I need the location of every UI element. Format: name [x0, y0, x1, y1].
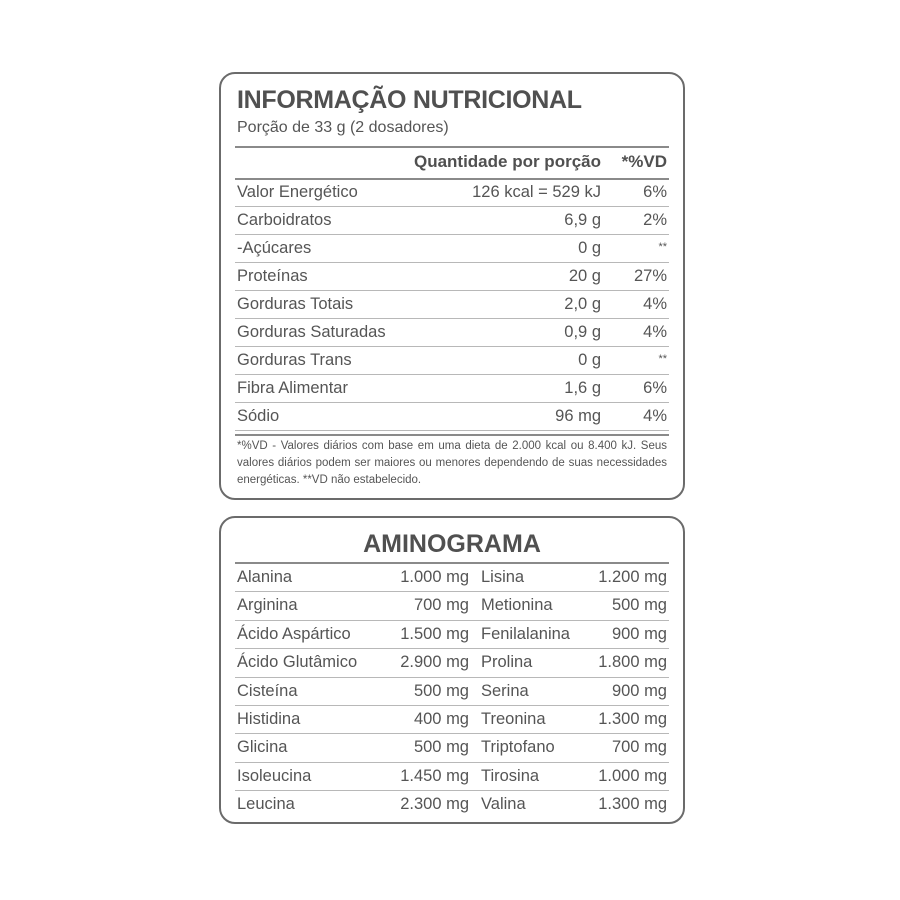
- amino-row: [235, 791, 669, 819]
- nutrient-row: [235, 375, 669, 403]
- amino-row: [235, 649, 669, 677]
- amino-row: [235, 763, 669, 791]
- nutrient-row: [235, 291, 669, 319]
- nutrient-dv: 4%: [643, 295, 667, 313]
- amino-value: 1.800 mg: [598, 653, 667, 672]
- amino-name: Tirosina: [481, 766, 540, 785]
- nutrition-facts-panel: [219, 72, 685, 500]
- nutrient-name: Sódio: [237, 407, 280, 425]
- amino-name: Treonina: [481, 710, 546, 728]
- nutrient-dv: 6%: [643, 379, 667, 397]
- amino-value: 1.000 mg: [598, 766, 667, 785]
- dv-column-header: *%VD: [621, 152, 667, 171]
- amino-row: [235, 734, 669, 762]
- amino-row: [235, 592, 669, 620]
- amino-value: 500 mg: [413, 681, 469, 700]
- amino-row: [235, 621, 669, 649]
- amino-name: Ácido Glutâmico: [237, 653, 358, 672]
- nutrient-quantity: 0,9 g: [564, 323, 601, 341]
- nutrient-quantity: 1,6 g: [564, 379, 601, 397]
- amino-value: 700 mg: [611, 738, 667, 757]
- nutrient-dv: 2%: [643, 211, 667, 229]
- amino-name: Triptofano: [481, 738, 555, 757]
- amino-name: Arginina: [237, 596, 298, 615]
- quantity-column-header: Quantidade por porção: [413, 152, 601, 171]
- nutrient-row: [235, 319, 669, 347]
- amino-row: [235, 678, 669, 706]
- amino-value: 400 mg: [413, 710, 469, 728]
- amino-name: Metionina: [481, 596, 553, 615]
- amino-name: Fenilalanina: [481, 624, 570, 643]
- nutrient-dv: 4%: [643, 323, 667, 341]
- nutrient-quantity: 0 g: [578, 239, 601, 257]
- amino-value: 500 mg: [413, 738, 469, 757]
- nutrient-dv: **: [658, 353, 667, 365]
- amino-value: 900 mg: [611, 681, 667, 700]
- amino-value: 700 mg: [413, 596, 469, 615]
- amino-name: Serina: [481, 681, 529, 700]
- amino-row: [235, 564, 669, 592]
- serving-size: Porção de 33 g (2 dosadores): [237, 119, 449, 136]
- nutrient-quantity: 96 mg: [555, 407, 601, 425]
- nutrient-name: Carboidratos: [237, 211, 332, 229]
- amino-value: 900 mg: [611, 624, 667, 643]
- nutrient-quantity: 2,0 g: [564, 295, 601, 313]
- amino-row: [235, 706, 669, 734]
- amino-name: Valina: [481, 795, 526, 814]
- nutrient-quantity: 20 g: [568, 267, 601, 285]
- nutrition-footnote: *%VD - Valores diários com base em uma dieta de 2.000 kcal ou 8.400 kJ. Seus valores diários podem ser maiores ou menores dependendo de suas necessidades energéticas. **VD não estabelecido.: [237, 440, 667, 486]
- nutrient-name: -Açúcares: [237, 239, 312, 257]
- nutrient-row: [235, 179, 669, 207]
- amino-name: Ácido Aspártico: [237, 624, 351, 643]
- aminogram-panel: [219, 516, 685, 824]
- nutrition-title: INFORMAÇÃO NUTRICIONAL: [237, 86, 582, 114]
- nutrient-row: [235, 403, 669, 431]
- nutrient-dv: 6%: [643, 183, 667, 201]
- nutrient-row: [235, 347, 669, 375]
- footnote-divider: [235, 434, 669, 436]
- amino-value: 1.200 mg: [598, 568, 667, 586]
- amino-value: 1.000 mg: [400, 568, 469, 586]
- nutrient-quantity: 6,9 g: [564, 211, 601, 229]
- nutrient-row: [235, 263, 669, 291]
- nutrient-name: Gorduras Totais: [237, 295, 354, 313]
- amino-value: 1.300 mg: [598, 795, 667, 814]
- amino-name: Histidina: [237, 710, 301, 728]
- nutrient-dv: 27%: [633, 267, 667, 285]
- amino-value: 500 mg: [611, 596, 667, 615]
- nutrient-name: Gorduras Saturadas: [237, 323, 386, 341]
- nutrient-dv: **: [658, 241, 667, 253]
- nutrient-quantity: 0 g: [578, 351, 601, 369]
- nutrient-dv: 4%: [643, 407, 667, 425]
- amino-name: Isoleucina: [237, 766, 312, 785]
- amino-value: 2.900 mg: [400, 653, 469, 672]
- amino-name: Prolina: [481, 653, 533, 672]
- nutrient-name: Valor Energético: [237, 183, 358, 201]
- amino-name: Alanina: [237, 568, 293, 586]
- nutrient-name: Fibra Alimentar: [237, 379, 348, 397]
- nutrient-name: Gorduras Trans: [237, 351, 352, 369]
- header-divider: [235, 146, 669, 148]
- aminogram-title: AMINOGRAMA: [363, 530, 541, 558]
- amino-name: Lisina: [481, 568, 525, 586]
- amino-name: Cisteína: [237, 681, 298, 700]
- amino-value: 1.500 mg: [400, 624, 469, 643]
- amino-value: 1.300 mg: [598, 710, 667, 728]
- amino-value: 2.300 mg: [400, 795, 469, 814]
- nutrient-quantity: 126 kcal = 529 kJ: [472, 183, 601, 201]
- amino-name: Leucina: [237, 795, 295, 814]
- amino-name: Glicina: [237, 738, 288, 757]
- amino-value: 1.450 mg: [400, 766, 469, 785]
- nutrient-row: [235, 235, 669, 263]
- nutrient-name: Proteínas: [237, 267, 308, 285]
- nutrient-row: [235, 207, 669, 235]
